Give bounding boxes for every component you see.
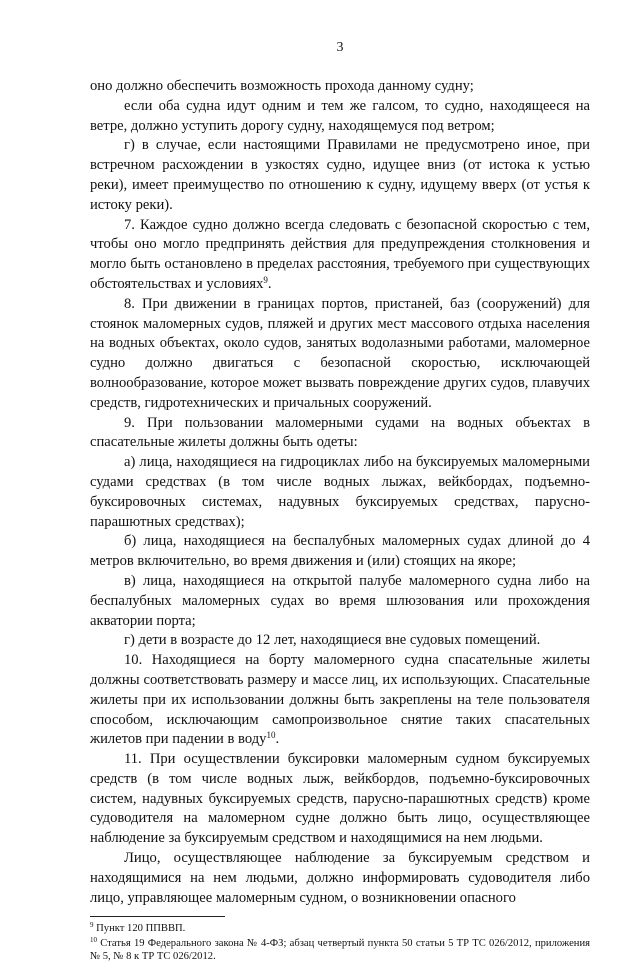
footnote-ref: 9 <box>263 274 268 285</box>
page-number: 3 <box>336 40 344 55</box>
paragraph-rule-7: 7. Каждое судно должно всегда следовать с безопасной скоростью с тем, чтобы оно могло предпринять действия для предупреждения столкновения и могло быть остановлено в пределах расстояния, требуемого при существующих обстоятельствах и условиях$^9$. <box>90 216 590 292</box>
paragraph: Лицо, осуществляющее наблюдение за буксируемым средством и находящимися на нем людьми, должно информировать судоводителя либо лицо, управляющее маломерным судном, о возникновении опасного <box>90 850 590 906</box>
body-text <box>90 77 590 908</box>
footnotes <box>90 922 590 963</box>
paragraph-rule-8: 8. При движении в границах портов, пристаней, баз (сооружений) для стоянок маломерных судов, пляжей и других мест массового отдыха населения на водных объектах, около судов, занятых водолазными работами, маломерное судно должно двигаться с безопасной скоростью, исключающей волнообразование, которое может вызвать повреждение других судов, плавучих средств, гидротехнических и причальных сооружений. <box>90 295 590 411</box>
paragraph-rule-9: 9. При пользовании маломерными судами на водных объектах в спасательные жилеты должны быть одеты: <box>90 414 590 451</box>
paragraph-rule-11: 11. При осуществлении буксировки маломерным судном буксируемых средств (в том числе водных лыж, вейкбордов, подъемно-буксировочных систем, надувных буксируемых средств, парусно-парашютных средств) кроме судоводителя на маломерном судне должно быть лицо, осуществляющее наблюдение за буксируемым средством и находящимися на нем людьми. <box>90 751 590 847</box>
footnote: $^{10}$ Статья 19 Федерального закона № 4-ФЗ; абзац четвертый пункта 50 статьи 5 ТР ТС 026/2012, приложения № 5, № 8 к ТР ТС 026/2012. <box>90 935 590 962</box>
footnote-ref: 10 <box>266 730 276 741</box>
footnote-divider <box>90 916 225 917</box>
paragraph-rule-9a: а) лица, находящиеся на гидроциклах либо на буксируемых маломерными судами средствах (в том числе водных лыжах, вейкбордах, подъемно-буксировочных системах, надувных буксируемых средствах, парусно-парашютных средствах); <box>90 454 590 530</box>
paragraph-rule-10: 10. Находящиеся на борту маломерного судна спасательные жилеты должны соответствовать размеру и массе лиц, их использующих. Спасательные жилеты при их использовании должны быть закреплены на теле пользователя способом, исключающим самопроизвольное снятие таких спасательных жилетов при падении в воду$^{10}$. <box>90 652 590 748</box>
paragraph: если оба судна идут одним и тем же галсом, то судно, находящееся на ветре, должно уступить дорогу судну, находящемуся под ветром; <box>90 97 590 134</box>
paragraph-rule-9b: б) лица, находящиеся на беспалубных маломерных судах длиной до 4 метров включительно, во время движения и (или) стоящих на якоре; <box>90 533 590 570</box>
paragraph: оно должно обеспечить возможность прохода данному судну; <box>90 78 474 94</box>
paragraph: г) в случае, если настоящими Правилами не предусмотрено иное, при встречном расхождении в узкостях судно, идущее вниз (от истока к устью реки), имеет преимущество по отношению к судну, идущему вверх (от устья к истоку реки). <box>90 137 590 213</box>
paragraph-rule-9c: в) лица, находящиеся на открытой палубе маломерного судна либо на беспалубных маломерных судах во время шлюзования или прохождения акватории порта; <box>90 572 590 629</box>
paragraph-rule-9d: г) дети в возрасте до 12 лет, находящиеся вне судовых помещений. <box>124 632 541 649</box>
footnote: $^9$ Пункт 120 ППВВП. <box>90 921 186 935</box>
